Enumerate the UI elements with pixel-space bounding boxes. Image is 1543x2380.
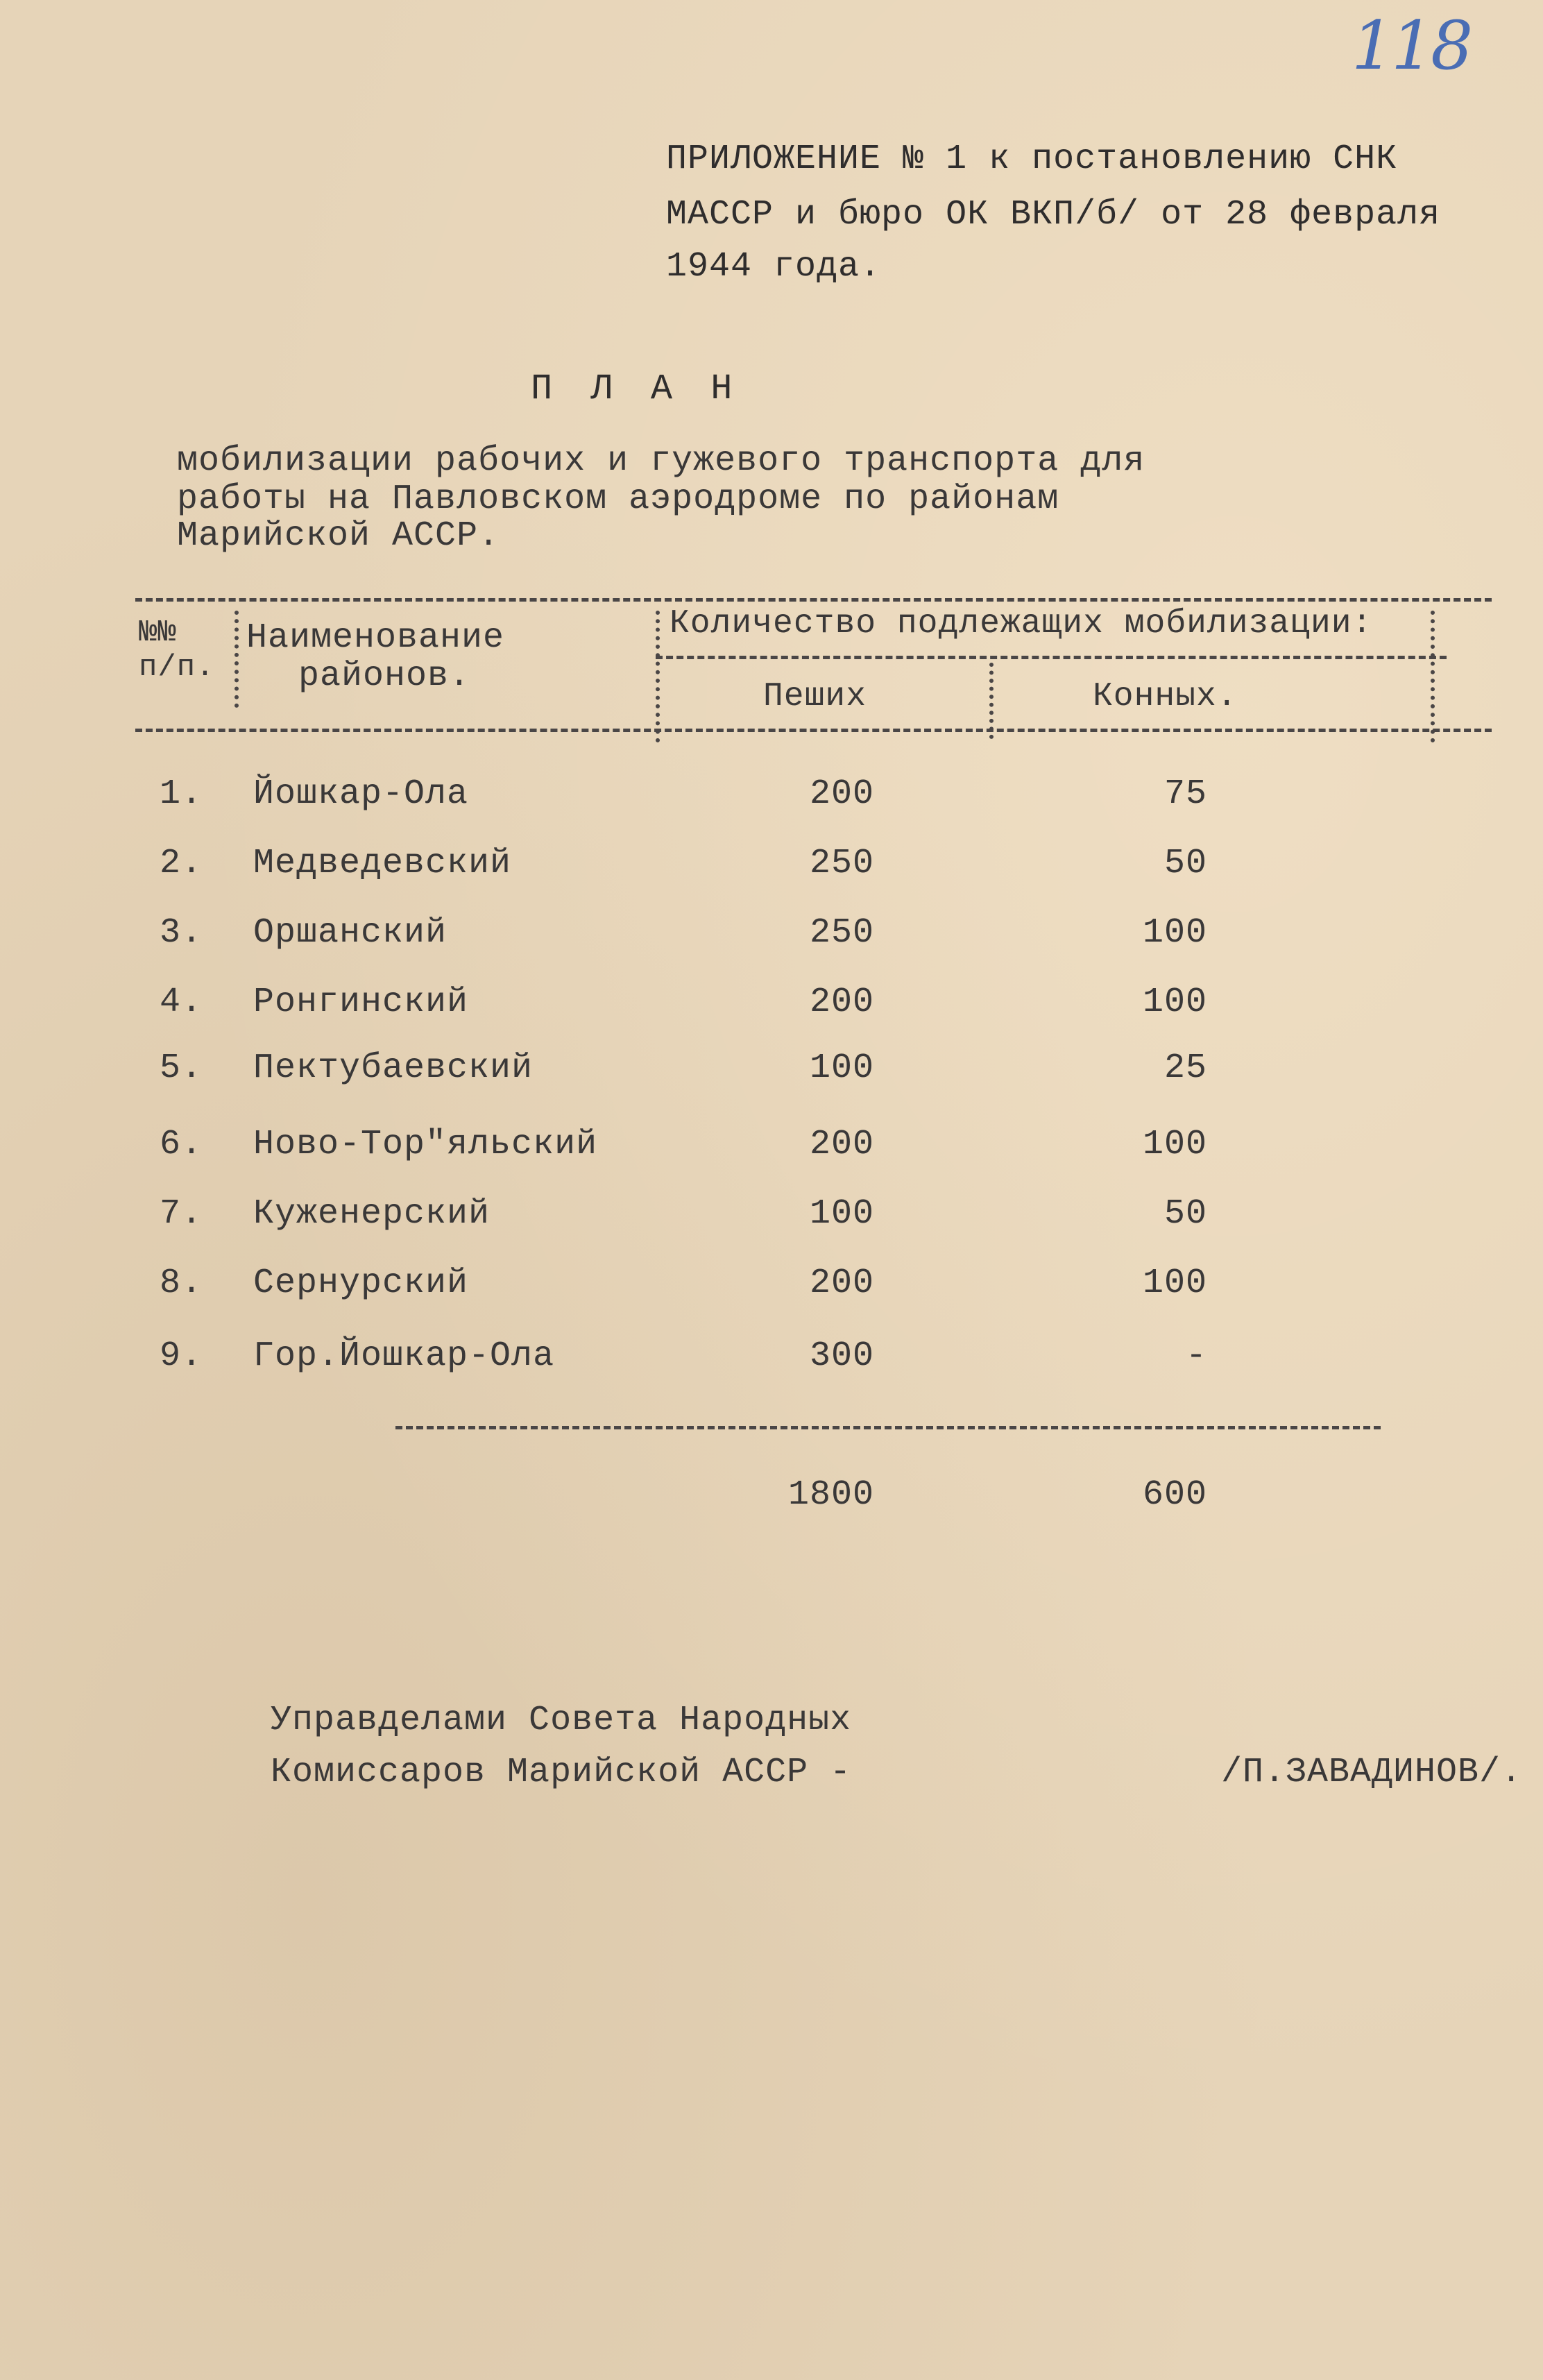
row-foot-count: 200 [809, 1264, 874, 1303]
table-divider-4 [1431, 611, 1435, 742]
table-header-bottom-rule [135, 729, 1492, 732]
row-district-name: Ронгинский [253, 983, 469, 1022]
table-divider-1 [235, 611, 239, 708]
row-foot-count: 200 [809, 774, 874, 814]
row-number: 9. [160, 1336, 203, 1376]
row-district-name: Сернурский [253, 1264, 469, 1303]
col-group-header: Количество подлежащих мобилизации: [670, 605, 1373, 643]
row-horse-count: - [1185, 1336, 1207, 1376]
page-title: П Л А Н [531, 368, 741, 409]
row-foot-count: 300 [809, 1336, 874, 1376]
row-foot-count: 250 [809, 913, 874, 953]
row-foot-count: 200 [809, 1125, 874, 1164]
page-number-handwritten: 118 [1352, 7, 1471, 85]
subtitle-line-3: Марийской АССР. [177, 516, 500, 556]
row-horse-count: 75 [1163, 774, 1207, 814]
signature-line-2: Комиссаров Марийской АССР - [271, 1753, 852, 1792]
table-top-rule [135, 598, 1492, 602]
row-horse-count: 100 [1142, 1264, 1207, 1303]
subtitle-line-2: работы на Павловском аэродроме по районам [177, 479, 1059, 519]
row-horse-count: 100 [1142, 913, 1207, 953]
row-number: 7. [160, 1194, 203, 1234]
signature-line-1: Управделами Совета Народных [271, 1701, 852, 1740]
row-district-name: Ново-Тор"яльский [253, 1125, 598, 1164]
row-horse-count: 50 [1163, 844, 1207, 883]
table-divider-2 [656, 611, 660, 742]
col-num-header-2: п/п. [139, 650, 215, 685]
row-horse-count: 100 [1142, 1125, 1207, 1164]
row-number: 6. [160, 1125, 203, 1164]
col-num-header-1: №№ [139, 615, 177, 650]
row-district-name: Куженерский [253, 1194, 491, 1234]
heading-line-2: МАССР и бюро ОК ВКП/б/ от 28 февраля [666, 195, 1441, 235]
col-name-header-2: районов. [298, 656, 471, 696]
col-foot-header: Пеших [763, 678, 867, 715]
col-name-header-1: Наименование [246, 618, 505, 658]
table-divider-3 [989, 663, 994, 739]
subtitle-line-1: мобилизации рабочих и гужевого транспорта для [177, 441, 1145, 481]
row-district-name: Гор.Йошкар-Ола [253, 1336, 555, 1376]
total-foot: 1800 [787, 1475, 874, 1515]
row-horse-count: 25 [1163, 1048, 1207, 1088]
total-horse: 600 [1142, 1475, 1207, 1515]
row-foot-count: 200 [809, 983, 874, 1022]
row-horse-count: 50 [1163, 1194, 1207, 1234]
row-number: 2. [160, 844, 203, 883]
row-district-name: Пектубаевский [253, 1048, 534, 1088]
row-district-name: Оршанский [253, 913, 447, 953]
table-group-rule [656, 656, 1447, 659]
row-foot-count: 100 [809, 1194, 874, 1234]
heading-line-3: 1944 года. [666, 247, 882, 287]
row-foot-count: 250 [809, 844, 874, 883]
row-foot-count: 100 [809, 1048, 874, 1088]
row-number: 8. [160, 1264, 203, 1303]
row-number: 3. [160, 913, 203, 953]
row-district-name: Медведевский [253, 844, 512, 883]
heading-line-1: ПРИЛОЖЕНИЕ № 1 к постановлению СНК [666, 139, 1398, 179]
signature-name: /П.ЗАВАДИНОВ/. [1221, 1753, 1523, 1792]
col-horse-header: Конных. [1093, 678, 1238, 715]
row-number: 1. [160, 774, 203, 814]
row-number: 4. [160, 983, 203, 1022]
row-horse-count: 100 [1142, 983, 1207, 1022]
row-district-name: Йошкар-Ола [253, 774, 469, 814]
row-number: 5. [160, 1048, 203, 1088]
total-rule [395, 1426, 1381, 1429]
